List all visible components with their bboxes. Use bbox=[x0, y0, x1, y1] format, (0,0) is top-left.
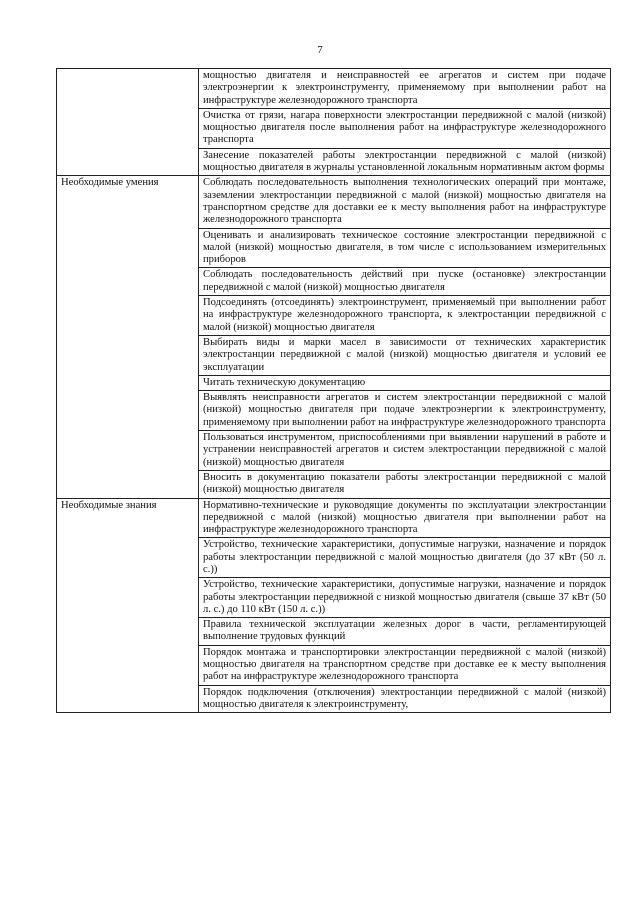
requirement-item: Нормативно-технические и руководящие документы по эксплуатации электростанции передвижной с малой (низкой) мощностью двигателя при выполнении работ на инфраструктуре железнодорожного транспорта bbox=[199, 498, 611, 538]
requirement-item: Соблюдать последовательность выполнения технологических операций при монтаже, заземлении электростанции передвижной с малой (низкой) мощностью двигателя на транспортном средстве для доставки ее к месту выполнения работ на инфраструктуре железнодорожного транспорта bbox=[199, 176, 611, 228]
requirement-item: Очистка от грязи, нагара поверхности электростанции передвижной с малой (низкой) мощностью двигателя после выполнения работ на инфраструктуре железнодорожного транспорта bbox=[199, 108, 611, 148]
requirement-item: Оценивать и анализировать техническое состояние электростанции передвижной с малой (низкой) мощностью двигателя, в том числе с использованием измерительных приборов bbox=[199, 228, 611, 268]
requirement-item: мощностью двигателя и неисправностей ее агрегатов и систем при подаче электроэнергии к электроинструменту, применяемому при выполнении работ на инфраструктуре железнодорожного транспорта bbox=[199, 69, 611, 109]
page-number: 7 bbox=[317, 44, 323, 56]
table-row bbox=[57, 498, 611, 538]
requirement-item: Правила технической эксплуатации железных дорог в части, регламентирующей выполнение трудовых функций bbox=[199, 618, 611, 646]
section-label bbox=[57, 69, 199, 176]
requirement-item: Порядок подключения (отключения) электростанции передвижной с малой (низкой) мощностью двигателя к электроинструменту, bbox=[199, 685, 611, 713]
requirements-table bbox=[56, 68, 611, 713]
table-body bbox=[57, 69, 611, 713]
requirement-item: Подсоединять (отсоединять) электроинструмент, применяемый при выполнении работ на инфраструктуре железнодорожного транспорта, к электростанции передвижной с малой (низкой) мощностью двигателя bbox=[199, 296, 611, 336]
requirement-item: Пользоваться инструментом, приспособлениями при выявлении нарушений в работе и устранении неисправностей агрегатов и систем электростанции передвижной с малой (низкой) мощностью двигателя bbox=[199, 431, 611, 471]
requirement-item: Занесение показателей работы электростанции передвижной с малой (низкой) мощностью двигателя в журналы установленной локальным нормативным актом формы bbox=[199, 148, 611, 176]
requirement-item: Порядок монтажа и транспортировки электростанции передвижной с малой (низкой) мощностью двигателя на транспортном средстве при доставке ее к месту выполнения работ на инфраструктуре железнодорожного транспорта bbox=[199, 645, 611, 685]
requirement-item: Устройство, технические характеристики, допустимые нагрузки, назначение и порядок работы электростанции передвижной с малой мощностью двигателя (до 37 кВт (50 л. с.)) bbox=[199, 538, 611, 578]
section-label: Необходимые знания bbox=[57, 498, 199, 713]
requirement-item: Соблюдать последовательность действий при пуске (остановке) электростанции передвижной с малой (низкой) мощностью двигателя bbox=[199, 268, 611, 296]
requirement-item: Устройство, технические характеристики, допустимые нагрузки, назначение и порядок работы электростанции передвижной с низкой мощностью двигателя (свыше 37 кВт (50 л. с.) до 110 кВт (150 л. с.)) bbox=[199, 578, 611, 618]
table-row bbox=[57, 176, 611, 228]
requirement-item: Вносить в документацию показатели работы электростанции передвижной с малой (низкой) мощностью двигателя bbox=[199, 470, 611, 498]
section-label: Необходимые умения bbox=[57, 176, 199, 498]
requirement-item: Выбирать виды и марки масел в зависимости от технических характеристик электростанции передвижной с малой (низкой) мощностью двигателя и условий ее эксплуатации bbox=[199, 335, 611, 375]
requirement-item: Выявлять неисправности агрегатов и систем электростанции передвижной с малой (низкой) мощностью двигателя при подаче электроэнергии к электроинструменту, применяемому при выполнении работ на инфраструктуре железнодорожного транспорта bbox=[199, 391, 611, 431]
requirement-item: Читать техническую документацию bbox=[199, 375, 611, 390]
table-row bbox=[57, 69, 611, 109]
